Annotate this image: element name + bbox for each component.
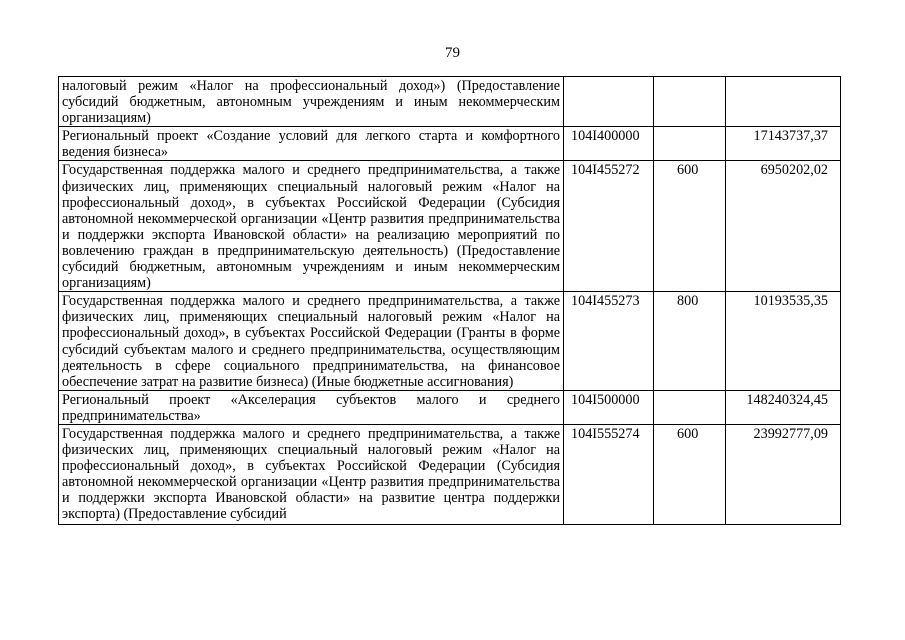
row-expense-type: 600 [654,424,726,524]
table-row [59,292,841,391]
table-row [59,127,841,161]
row-target-code: 104I400000 [564,127,654,161]
budget-table [58,76,841,525]
table-row [59,424,841,524]
row-expense-type: 600 [654,161,726,292]
table-row [59,161,841,292]
row-amount: 148240324,45 [726,390,841,424]
row-name: Региональный проект «Акселерация субъектов малого и среднего предпринимательства» [59,390,564,424]
row-amount [726,77,841,127]
row-name: налоговый режим «Налог на профессиональный доход») (Предоставление субсидий бюджетным, автономным учреждениям и иным некоммерческим организациям) [59,77,564,127]
row-expense-type: 800 [654,292,726,391]
row-expense-type [654,77,726,127]
page-number: 79 [445,45,460,61]
row-target-code: 104I455272 [564,161,654,292]
row-amount: 6950202,02 [726,161,841,292]
table-row [59,77,841,127]
row-amount: 10193535,35 [726,292,841,391]
row-expense-type [654,127,726,161]
table-row [59,390,841,424]
row-name: Региональный проект «Создание условий для легкого старта и комфортного ведения бизнеса» [59,127,564,161]
row-target-code [564,77,654,127]
row-name: Государственная поддержка малого и среднего предпринимательства, а также физических лиц, применяющих специальный налоговый режим «Налог на профессиональный доход», в субъектах Российской Федерации (Субсидия автономной некоммерческой организации «Центр развития предпринимательства и поддержки экспорта Ивановской области» на реализацию мероприятий по вовлечению граждан в предпринимательскую деятельность) (Предоставление субсидий бюджетным, автономным учреждениям и иным некоммерческим организациям) [59,161,564,292]
row-name: Государственная поддержка малого и среднего предпринимательства, а также физических лиц, применяющих специальный налоговый режим «Налог на профессиональный доход», в субъектах Российской Федерации (Гранты в форме субсидий субъектам малого и среднего предпринимательства, осуществляющим деятельность в сфере социального предпринимательства, на финансовое обеспечение затрат на развитие бизнеса) (Иные бюджетные ассигнования) [59,292,564,391]
row-amount: 17143737,37 [726,127,841,161]
row-target-code: 104I555274 [564,424,654,524]
row-target-code: 104I500000 [564,390,654,424]
row-expense-type [654,390,726,424]
row-amount: 23992777,09 [726,424,841,524]
row-target-code: 104I455273 [564,292,654,391]
row-name: Государственная поддержка малого и среднего предпринимательства, а также физических лиц, применяющих специальный налоговый режим «Налог на профессиональный доход», в субъектах Российской Федерации (Субсидия автономной некоммерческой организации «Центр развития предпринимательства и поддержки экспорта Ивановской области» на развитие центра поддержки экспорта) (Предоставление субсидий [59,424,564,524]
